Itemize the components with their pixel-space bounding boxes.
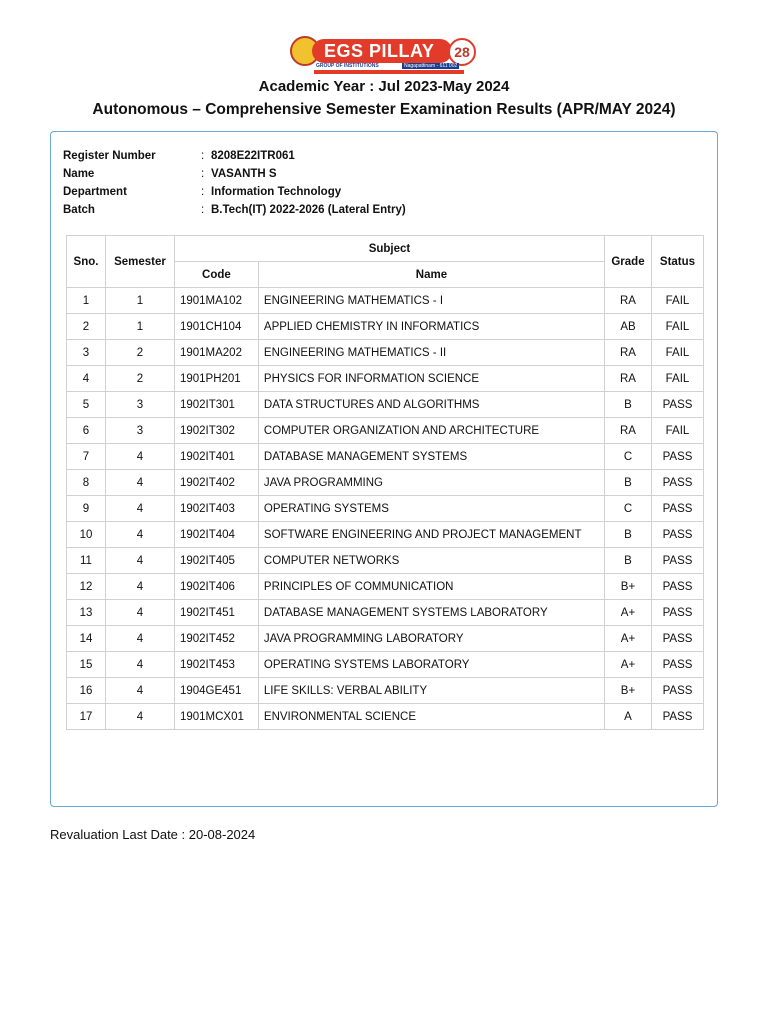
cell-subject-name: OPERATING SYSTEMS LABORATORY — [258, 652, 604, 678]
cell-grade: A — [605, 704, 652, 730]
logo-number: 28 — [448, 38, 476, 66]
table-row — [67, 288, 704, 314]
cell-status: PASS — [651, 522, 703, 548]
cell-subject-name: LIFE SKILLS: VERBAL ABILITY — [258, 678, 604, 704]
cell-status: PASS — [651, 470, 703, 496]
cell-sno: 3 — [67, 340, 106, 366]
cell-grade: A+ — [605, 652, 652, 678]
register-number: 8208E22ITR061 — [211, 150, 295, 162]
cell-grade: A+ — [605, 600, 652, 626]
cell-status: PASS — [651, 652, 703, 678]
cell-semester: 4 — [105, 600, 174, 626]
info-label: Batch — [63, 204, 95, 216]
cell-code: 1902IT401 — [174, 444, 258, 470]
cell-status: PASS — [651, 574, 703, 600]
cell-semester: 4 — [105, 678, 174, 704]
results-table — [66, 235, 704, 730]
cell-subject-name: OPERATING SYSTEMS — [258, 496, 604, 522]
revaluation-date: Revaluation Last Date : 20-08-2024 — [50, 827, 256, 842]
cell-semester: 4 — [105, 652, 174, 678]
cell-grade: B — [605, 522, 652, 548]
cell-grade: RA — [605, 288, 652, 314]
cell-sno: 12 — [67, 574, 106, 600]
table-row — [67, 470, 704, 496]
cell-sno: 11 — [67, 548, 106, 574]
cell-grade: A+ — [605, 626, 652, 652]
cell-subject-name: APPLIED CHEMISTRY IN INFORMATICS — [258, 314, 604, 340]
table-row — [67, 522, 704, 548]
cell-code: 1902IT402 — [174, 470, 258, 496]
header-subject: Subject — [174, 236, 604, 262]
cell-sno: 13 — [67, 600, 106, 626]
cell-semester: 1 — [105, 314, 174, 340]
table-row — [67, 340, 704, 366]
cell-code: 1902IT405 — [174, 548, 258, 574]
table-row — [67, 678, 704, 704]
info-label: Department — [63, 186, 127, 198]
cell-status: PASS — [651, 626, 703, 652]
cell-sno: 17 — [67, 704, 106, 730]
student-name: VASANTH S — [211, 168, 277, 180]
cell-code: 1902IT302 — [174, 418, 258, 444]
cell-status: PASS — [651, 678, 703, 704]
table-row — [67, 548, 704, 574]
table-row — [67, 366, 704, 392]
table-row — [67, 418, 704, 444]
cell-code: 1902IT301 — [174, 392, 258, 418]
cell-status: FAIL — [651, 314, 703, 340]
logo-tagline-bar — [314, 70, 464, 74]
cell-grade: RA — [605, 418, 652, 444]
cell-semester: 2 — [105, 366, 174, 392]
cell-subject-name: PRINCIPLES OF COMMUNICATION — [258, 574, 604, 600]
table-row — [67, 652, 704, 678]
cell-code: 1902IT453 — [174, 652, 258, 678]
institution-logo — [290, 36, 480, 76]
cell-grade: RA — [605, 366, 652, 392]
cell-subject-name: JAVA PROGRAMMING LABORATORY — [258, 626, 604, 652]
exam-title: Autonomous – Comprehensive Semester Examination Results (APR/MAY 2024) — [92, 101, 676, 118]
cell-semester: 3 — [105, 392, 174, 418]
results-body — [67, 288, 704, 730]
table-row — [67, 704, 704, 730]
table-row — [67, 600, 704, 626]
cell-semester: 3 — [105, 418, 174, 444]
cell-status: FAIL — [651, 340, 703, 366]
cell-status: PASS — [651, 548, 703, 574]
logo-brand: EGS PILLAY — [312, 39, 452, 63]
cell-subject-name: ENVIRONMENTAL SCIENCE — [258, 704, 604, 730]
cell-grade: C — [605, 496, 652, 522]
header-name: Name — [258, 262, 604, 288]
cell-semester: 4 — [105, 522, 174, 548]
cell-subject-name: DATABASE MANAGEMENT SYSTEMS LABORATORY — [258, 600, 604, 626]
department: Information Technology — [211, 186, 342, 198]
cell-semester: 4 — [105, 574, 174, 600]
cell-sno: 16 — [67, 678, 106, 704]
header-code: Code — [174, 262, 258, 288]
cell-status: PASS — [651, 444, 703, 470]
cell-status: PASS — [651, 600, 703, 626]
cell-sno: 4 — [67, 366, 106, 392]
cell-subject-name: DATABASE MANAGEMENT SYSTEMS — [258, 444, 604, 470]
cell-sno: 5 — [67, 392, 106, 418]
cell-status: FAIL — [651, 288, 703, 314]
header-sno: Sno. — [67, 236, 106, 288]
cell-semester: 4 — [105, 470, 174, 496]
table-row — [67, 496, 704, 522]
cell-sno: 9 — [67, 496, 106, 522]
cell-semester: 4 — [105, 496, 174, 522]
cell-semester: 4 — [105, 548, 174, 574]
cell-sno: 2 — [67, 314, 106, 340]
cell-status: PASS — [651, 704, 703, 730]
cell-grade: AB — [605, 314, 652, 340]
header-semester: Semester — [105, 236, 174, 288]
cell-sno: 8 — [67, 470, 106, 496]
cell-grade: C — [605, 444, 652, 470]
table-row — [67, 392, 704, 418]
cell-subject-name: DATA STRUCTURES AND ALGORITHMS — [258, 392, 604, 418]
cell-status: PASS — [651, 392, 703, 418]
cell-grade: RA — [605, 340, 652, 366]
header-grade: Grade — [605, 236, 652, 288]
logo-group: GROUP OF INSTITUTIONS — [316, 63, 379, 69]
cell-grade: B — [605, 392, 652, 418]
cell-status: PASS — [651, 496, 703, 522]
cell-sno: 6 — [67, 418, 106, 444]
info-label: Name — [63, 168, 95, 180]
cell-code: 1902IT452 — [174, 626, 258, 652]
cell-subject-name: PHYSICS FOR INFORMATION SCIENCE — [258, 366, 604, 392]
cell-sno: 7 — [67, 444, 106, 470]
cell-subject-name: ENGINEERING MATHEMATICS - I — [258, 288, 604, 314]
cell-semester: 2 — [105, 340, 174, 366]
cell-subject-name: COMPUTER ORGANIZATION AND ARCHITECTURE — [258, 418, 604, 444]
cell-sno: 10 — [67, 522, 106, 548]
cell-status: FAIL — [651, 366, 703, 392]
cell-code: 1901CH104 — [174, 314, 258, 340]
cell-grade: B+ — [605, 678, 652, 704]
table-row — [67, 574, 704, 600]
academic-year: Academic Year : Jul 2023-May 2024 — [258, 78, 510, 95]
cell-grade: B — [605, 548, 652, 574]
cell-code: 1902IT404 — [174, 522, 258, 548]
table-row — [67, 626, 704, 652]
cell-semester: 4 — [105, 704, 174, 730]
cell-grade: B+ — [605, 574, 652, 600]
cell-code: 1901PH201 — [174, 366, 258, 392]
cell-subject-name: ENGINEERING MATHEMATICS - II — [258, 340, 604, 366]
cell-subject-name: SOFTWARE ENGINEERING AND PROJECT MANAGEMENT — [258, 522, 604, 548]
cell-semester: 4 — [105, 626, 174, 652]
cell-subject-name: COMPUTER NETWORKS — [258, 548, 604, 574]
table-row — [67, 314, 704, 340]
cell-code: 1901MCX01 — [174, 704, 258, 730]
cell-subject-name: JAVA PROGRAMMING — [258, 470, 604, 496]
cell-grade: B — [605, 470, 652, 496]
cell-code: 1904GE451 — [174, 678, 258, 704]
cell-code: 1902IT406 — [174, 574, 258, 600]
cell-code: 1902IT451 — [174, 600, 258, 626]
cell-semester: 1 — [105, 288, 174, 314]
cell-code: 1901MA202 — [174, 340, 258, 366]
cell-sno: 14 — [67, 626, 106, 652]
cell-code: 1901MA102 — [174, 288, 258, 314]
cell-sno: 15 — [67, 652, 106, 678]
cell-status: FAIL — [651, 418, 703, 444]
table-row — [67, 444, 704, 470]
cell-semester: 4 — [105, 444, 174, 470]
header-status: Status — [651, 236, 703, 288]
cell-sno: 1 — [67, 288, 106, 314]
batch: B.Tech(IT) 2022-2026 (Lateral Entry) — [211, 204, 406, 216]
info-label: Register Number — [63, 150, 156, 162]
cell-code: 1902IT403 — [174, 496, 258, 522]
logo-place: Nagapattinam - 611 002 — [404, 63, 458, 69]
